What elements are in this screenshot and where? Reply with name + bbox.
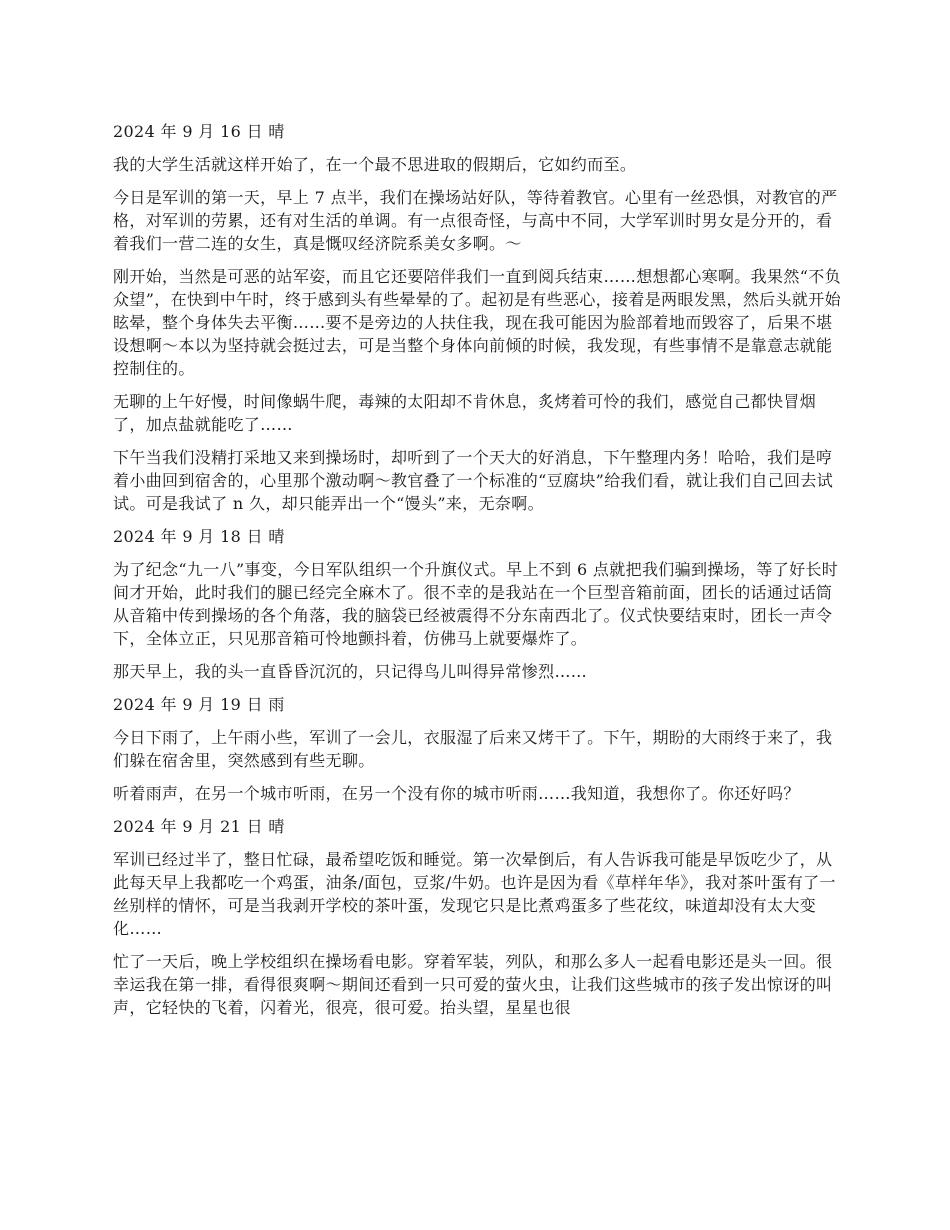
- entry-paragraph: 今日是军训的第一天，早上 7 点半，我们在操场站好队，等待着教官。心里有一丝恐惧，对教官的严格，对军训的劳累，还有对生活的单调。有一点很奇怪，与高中不同，大学军训时男女是分开的，看着我们一营二连的女生，真是慨叹经济院系美女多啊。～: [113, 188, 838, 253]
- diary-entry: [113, 120, 843, 515]
- entry-date: 2024 年 9 月 16 日 晴: [113, 122, 285, 141]
- entry-paragraph: 忙了一天后，晚上学校组织在操场看电影。穿着军装，列队，和那么多人一起看电影还是头一回。很幸运我在第一排，看得很爽啊～期间还看到一只可爱的萤火虫，让我们这些城市的孩子发出惊讶的叫声，它轻快的飞着，闪着光，很亮，很可爱。抬头望，星星也很: [113, 952, 833, 1017]
- entry-date: 2024 年 9 月 19 日 雨: [113, 695, 285, 714]
- entry-paragraph: 刚开始，当然是可恶的站军姿，而且它还要陪伴我们一直到阅兵结束……想想都心寒啊。我果然“不负众望”，在快到中午时，终于感到头有些晕晕的了。起初是有些恶心，接着是两眼发黑，然后头就开始眩晕，整个身体失去平衡……要不是旁边的人扶住我，现在我可能因为脸部着地而毁容了，后果不堪设想啊～本以为坚持就会挺过去，可是当整个身体向前倾的时候，我发现，有些事情不是靠意志就能控制住的。: [113, 267, 841, 378]
- entry-paragraph: 那天早上，我的头一直昏昏沉沉的，只记得鸟儿叫得异常惨烈……: [113, 662, 588, 681]
- entry-paragraph: 军训已经过半了，整日忙碌，最希望吃饭和睡觉。第一次晕倒后，有人告诉我可能是早饭吃少了，从此每天早上我都吃一个鸡蛋，油条/面包，豆浆/牛奶。也许是因为看《草样年华》，我对茶叶蛋有了一丝别样的情怀，可是当我剥开学校的茶叶蛋，发现它只是比煮鸡蛋多了些花纹，味道却没有太大变化……: [113, 850, 836, 938]
- diary-entry: [113, 693, 843, 805]
- entry-paragraph: 无聊的上午好慢，时间像蜗牛爬，毒辣的太阳却不肯休息，炙烤着可怜的我们，感觉自己都快冒烟了，加点盐就能吃了……: [113, 392, 817, 434]
- diary-entry: [113, 525, 843, 683]
- entry-paragraph: 我的大学生活就这样开始了，在一个最不思进取的假期后，它如约而至。: [113, 155, 637, 174]
- diary-entry: [113, 815, 843, 1019]
- entry-date: 2024 年 9 月 18 日 晴: [113, 527, 285, 546]
- entry-paragraph: 今日下雨了，上午雨小些，军训了一会儿，衣服湿了后来又烤干了。下午，期盼的大雨终于来了，我们躲在宿舍里，突然感到有些无聊。: [113, 728, 833, 770]
- entry-date: 2024 年 9 月 21 日 晴: [113, 817, 285, 836]
- entry-paragraph: 为了纪念“九一八”事变，今日军队组织一个升旗仪式。早上不到 6 点就把我们骗到操场，等了好长时间才开始，此时我们的腿已经完全麻木了。很不幸的是我站在一个巨型音箱前面，团长的话通过话筒从音箱中传到操场的各个角落，我的脑袋已经被震得不分东南西北了。仪式快要结束时，团长一声令下，全体立正，只见那音箱可怜地颤抖着，仿佛马上就要爆炸了。: [113, 560, 839, 648]
- entry-paragraph: 听着雨声，在另一个城市听雨，在另一个没有你的城市听雨……我知道，我想你了。你还好吗？: [113, 784, 800, 803]
- diary-page: [113, 120, 843, 1029]
- entry-paragraph: 下午当我们没精打采地又来到操场时，却听到了一个天大的好消息，下午整理内务！哈哈，我们是哼着小曲回到宿舍的，心里那个激动啊～教官叠了一个标准的“豆腐块”给我们看，就让我们自己回去试试。可是我试了 n 久，却只能弄出一个“馒头”来，无奈啊。: [113, 448, 834, 513]
